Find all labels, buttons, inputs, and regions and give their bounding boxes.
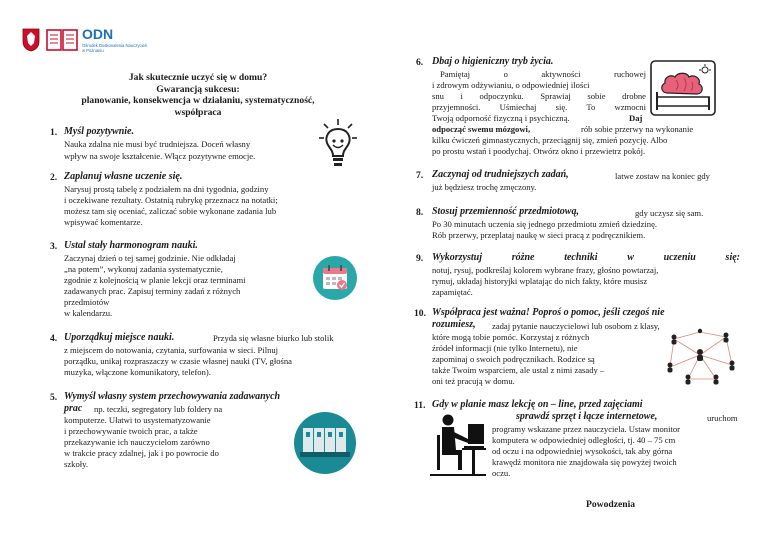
- item-6-number: 6.: [416, 57, 424, 68]
- title-line3: planowanie, konsekwencja w działaniu, systematyczność,: [81, 95, 315, 107]
- item-11-line6: oczu.: [492, 468, 511, 478]
- item-10-line4: zapominaj o swoich podręcznikach. Rodzice są: [432, 354, 595, 364]
- item-10-line1: zadaj pytanie nauczycielowi lub osobom z klasy,: [492, 321, 660, 331]
- item-6-line5-bold: Daj: [629, 113, 643, 123]
- logo-name: ODN: [82, 26, 114, 42]
- item-5-line5: w trakcie pracy zdalnej, jak i po powrocie do: [64, 448, 219, 458]
- item-10-line3: źródeł informacji (nie tylko Internetu), nie: [432, 343, 578, 353]
- item-3-line1: Zaczynaj dzień o tej samej godzinie. Nie odkładaj: [64, 253, 236, 263]
- item-5-line6: szkoły.: [64, 459, 89, 469]
- item-8-heading: Stosuj przemienność przedmiotową,: [432, 206, 579, 217]
- item-7-line1: latwe zostaw na koniec gdy: [615, 171, 710, 181]
- item-5-line1: np. teczki, segregatory lub foldery na: [94, 404, 223, 414]
- item-6-line2: i zdrowym odżywianiu, o odpowiedniej ilości: [432, 80, 590, 90]
- item-2-line3: możesz tam się oceniać, zaliczać sobie wykonane zadania lub: [64, 206, 277, 216]
- item-9-line1: notuj, rysuj, podkreślaj kolorem wybrane frazy, głośno powtarzaj,: [432, 265, 659, 275]
- item-8-line2: Po 30 minutach uczenia się jednego przedmiotu zmień dziedzinę.: [432, 219, 658, 229]
- item-3-line5: przedmiotów: [64, 297, 110, 307]
- item-5-number: 5.: [50, 392, 58, 403]
- page-title: [30, 72, 366, 118]
- item-10-line5: także Twoim wsparciem, ale ustal z nimi zasady –: [432, 365, 605, 375]
- computer-user-icon: [428, 410, 486, 480]
- item-9-line2: rymuj, układaj historyjki wplatając do nich fakty, które musisz: [432, 276, 648, 286]
- item-3-heading: Ustal stały harmonogram nauki.: [64, 240, 198, 251]
- item-6-line3: snu i odpoczynku. Sprawiaj sobie drobne: [432, 91, 646, 101]
- item-9-line3: zapamiętać.: [432, 287, 473, 297]
- item-11-line2: programy wskazane przez nauczyciela. Ustaw monitor: [492, 424, 681, 434]
- item-5-line2: komputerze. Ułatwi to usystematyzowanie: [64, 415, 211, 425]
- item-7-line2: już będziesz trochę zmęczony.: [432, 182, 537, 192]
- item-11-line1: uruchom: [707, 413, 738, 423]
- item-7-heading: Zaczynaj od trudniejszych zadań,: [432, 169, 569, 180]
- item-4-heading: Uporządkuj miejsce nauki.: [64, 332, 175, 343]
- item-4-line2: z miejscem do notowania, czytania, surfowania w sieci. Pilnuj: [64, 345, 279, 355]
- item-2-line4: wpisywać komentarze.: [64, 217, 143, 227]
- item-8-line3: Rób przerwy, przeplataj naukę w sieci pracą z podręcznikiem.: [432, 230, 646, 240]
- item-6-line1: Pamiętaj o aktywności ruchowej: [440, 69, 646, 79]
- logo-line2: w Poznaniu: [82, 48, 104, 53]
- closing-text: Powodzenia: [586, 499, 636, 510]
- title-line4: współpraca: [174, 106, 222, 118]
- item-2-line1: Narysuj prostą tabelę z podziałem na dni tygodnia, godziny: [64, 184, 269, 194]
- logo-line1: Ośrodek Doskonalenia Nauczycieli: [82, 43, 147, 48]
- item-3-line6: w kalendarzu.: [64, 308, 113, 318]
- item-1-line2: wpływ na swoje kształcenie. Włącz pozytywne emocje.: [64, 151, 256, 161]
- item-3-line4: zadawanych prac. Zapisuj terminy zadań z różnych: [64, 286, 241, 296]
- lightbulb-icon: [318, 118, 358, 170]
- item-10-heading-cont: rozumiesz,: [432, 319, 476, 330]
- item-11-line4: od oczu i na odpowiedniej wysokości, tak aby górna: [492, 446, 673, 456]
- item-8-line1: gdy uczysz się sam.: [635, 208, 704, 218]
- item-1-line1: Nauka zdalna nie musi być trudniejsza. Doceń własny: [64, 139, 251, 149]
- item-5-line3: i przechowywanie twoich prac, a także: [64, 426, 198, 436]
- item-10-line2: które mogą tobie pomóc. Korzystaj z różnych: [432, 332, 590, 342]
- item-1-number: 1.: [50, 127, 58, 138]
- item-11-line5: krawędź monitora nie znajdowała się powyżej twoich: [492, 457, 677, 467]
- books-logo-icon: [46, 27, 78, 53]
- network-people-icon: [662, 327, 740, 387]
- item-9-number: 9.: [416, 253, 424, 264]
- item-4-number: 4.: [50, 333, 58, 344]
- item-5-heading-cont: prac: [64, 403, 83, 414]
- item-6-line6: rób sobie przerwy na wykonanie: [581, 124, 694, 134]
- item-5-heading: Wymyśl własny system przechowywania zadawanych: [64, 391, 281, 402]
- item-2-line2: i oczekiwane rezultaty. Ostatnią rubrykę przeznacz na notatki;: [64, 195, 278, 205]
- item-8-number: 8.: [416, 207, 424, 218]
- binders-icon: [290, 412, 360, 474]
- title-line1: Jak skutecznie uczyć się w domu?: [128, 72, 268, 83]
- item-2-heading: Zaplanuj własne uczenie się.: [64, 171, 183, 182]
- item-6-heading: Dbaj o higieniczny tryb życia.: [432, 56, 554, 67]
- item-10-line6: oni też pracują w domu.: [432, 376, 515, 386]
- item-4-line4: muzyka, włączone komunikatory, telefon).: [64, 367, 211, 377]
- item-3-line3: zgodnie z kolejnością w planie lekcji oraz terminami: [64, 275, 246, 285]
- calendar-icon: [313, 256, 357, 300]
- header-logo: [22, 27, 162, 57]
- item-11-number: 11.: [414, 400, 426, 411]
- item-11-heading-cont: sprawdź sprzęt i łącze internetowe,: [516, 411, 658, 422]
- item-10-heading: Współpraca jest ważna! Poproś o pomoc, jeśli czegoś nie: [432, 307, 665, 318]
- item-7-number: 7.: [416, 170, 424, 181]
- item-1-heading: Myśl pozytywnie.: [64, 126, 134, 137]
- item-3-line2: „na potem”, wykonuj zadania systematycznie,: [64, 264, 223, 274]
- item-6-line4: przyjemności. Uśmiechaj się. To wzmocni: [432, 102, 646, 112]
- item-4-line3: porządku, unikaj rozpraszaczy w czasie własnej nauki (TV, głośna: [64, 356, 292, 366]
- coat-of-arms-icon: [22, 28, 40, 52]
- item-6-line8: po prostu wstań i poodychaj. Otwórz okno i przewietrz pokój.: [432, 146, 646, 156]
- item-11-heading: Gdy w planie masz lekcję on – line, przed zajęciami: [432, 399, 643, 410]
- item-10-number: 10.: [414, 308, 426, 319]
- item-3-number: 3.: [50, 241, 58, 252]
- item-4-line1: Przyda się własne biurko lub stolik: [213, 333, 334, 343]
- item-6-line5: Twoją odporność fizyczną i psychiczną.: [432, 113, 570, 123]
- item-5-line4: przekazywanie ich nauczycielom zarówno: [64, 437, 210, 447]
- item-9-heading: Wykorzystuj różne techniki w uczeniu się:: [432, 252, 740, 263]
- title-line2: Gwarancją sukcesu:: [156, 83, 240, 95]
- item-2-number: 2.: [50, 172, 58, 183]
- item-6-line7: kilku ćwiczeń gimnastycznych, przeciągnij się, zmień pozycję. Albo: [432, 135, 668, 145]
- brain-sleep-icon: [650, 60, 716, 116]
- item-11-line3: komputera w odpowiedniej odległości, tj. 40 – 75 cm: [492, 435, 676, 445]
- item-6-line6-bold: odpocząć swemu mózgowi,: [432, 124, 531, 134]
